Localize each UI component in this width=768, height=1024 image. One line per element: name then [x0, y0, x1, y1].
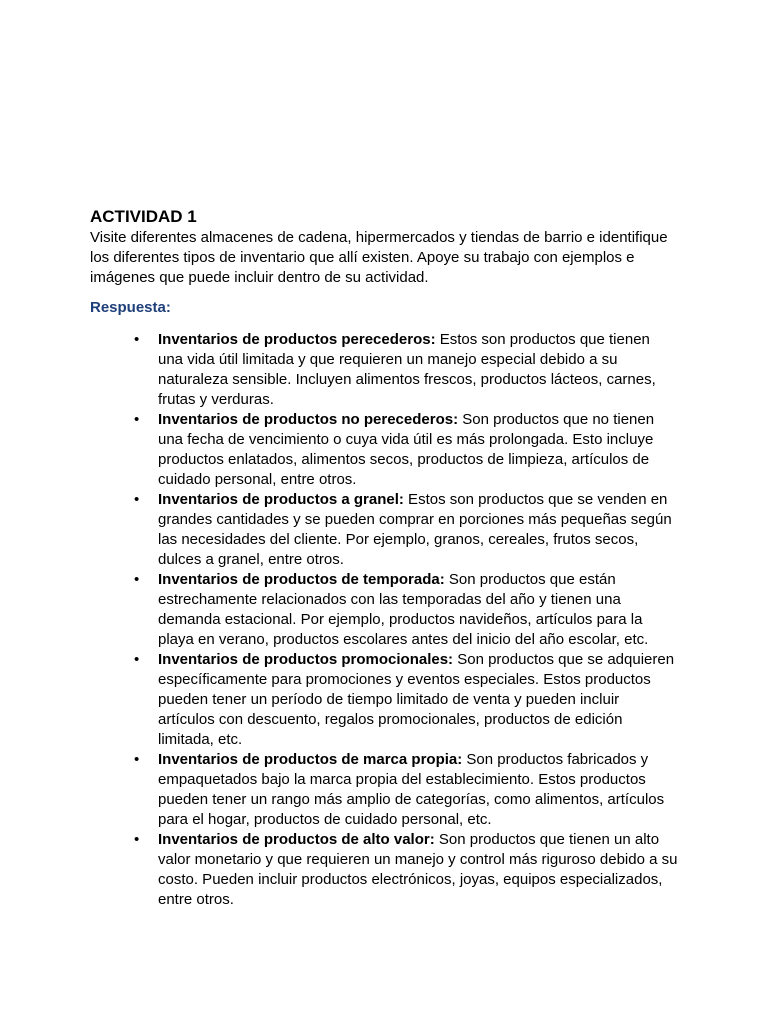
- list-item: [134, 830, 678, 910]
- item-description: Son productos que están estrechamente relacionados con las temporadas del año y tienen una demanda estacional. Por ejemplo, productos navideños, artículos para la playa en verano, productos escolares antes del inicio del año escolar, etc.: [158, 571, 649, 648]
- list-item: [134, 750, 678, 830]
- list-item: [134, 570, 678, 650]
- item-description: Son productos que se adquieren específicamente para promociones y eventos especiales. Estos productos pueden tener un período de tiempo limitado de venta y pueden incluir artículos con descuento, regalos promocionales, productos de edición limitada, etc.: [158, 651, 675, 748]
- list-item: [134, 650, 678, 750]
- item-term: Inventarios de productos de alto valor:: [158, 831, 435, 848]
- bullet-icon: •: [134, 571, 140, 588]
- bullet-icon: •: [134, 751, 140, 768]
- bullet-icon: •: [134, 831, 140, 848]
- item-description: Estos son productos que tienen una vida útil limitada y que requieren un manejo especial debido a su naturaleza sensible. Incluyen alimentos frescos, productos lácteos, carnes, frutas y verduras.: [158, 331, 656, 408]
- activity-instructions: Visite diferentes almacenes de cadena, hipermercados y tiendas de barrio e identifique los diferentes tipos de inventario que allí existen. Apoye su trabajo con ejemplos e imágenes que puede incluir dentro de su actividad.: [90, 229, 668, 286]
- item-description: Son productos que tienen un alto valor monetario y que requieren un manejo y control más riguroso debido a su costo. Pueden incluir productos electrónicos, joyas, equipos especializados, entre otros.: [158, 831, 678, 908]
- list-item: [134, 330, 678, 410]
- list-item: [134, 410, 678, 490]
- bullet-icon: •: [134, 491, 140, 508]
- bullet-icon: •: [134, 331, 140, 348]
- item-description: Estos son productos que se venden en grandes cantidades y se pueden comprar en porciones más pequeñas según las necesidades del cliente. Por ejemplo, granos, cereales, frutos secos, dulces a granel, entre otros.: [158, 491, 672, 568]
- item-term: Inventarios de productos de marca propia:: [158, 751, 463, 768]
- item-term: Inventarios de productos perecederos:: [158, 331, 436, 348]
- answer-label: Respuesta:: [90, 299, 171, 316]
- list-item: [134, 490, 678, 570]
- document-content: [90, 206, 690, 910]
- item-term: Inventarios de productos promocionales:: [158, 651, 454, 668]
- inventory-types-list: [90, 330, 678, 910]
- item-description: Son productos que no tienen una fecha de vencimiento o cuya vida útil es más prolongada. Esto incluye productos enlatados, alimentos secos, productos de limpieza, artículos de cuidado personal, entre otros.: [158, 411, 655, 488]
- item-term: Inventarios de productos a granel:: [158, 491, 404, 508]
- item-term: Inventarios de productos de temporada:: [158, 571, 445, 588]
- bullet-icon: •: [134, 651, 140, 668]
- item-term: Inventarios de productos no perecederos:: [158, 411, 459, 428]
- item-description: Son productos fabricados y empaquetados bajo la marca propia del establecimiento. Estos productos pueden tener un rango más amplio de categorías, como alimentos, artículos para el hogar, productos de cuidado personal, etc.: [158, 751, 665, 828]
- activity-title: ACTIVIDAD 1: [90, 207, 197, 226]
- bullet-icon: •: [134, 411, 140, 428]
